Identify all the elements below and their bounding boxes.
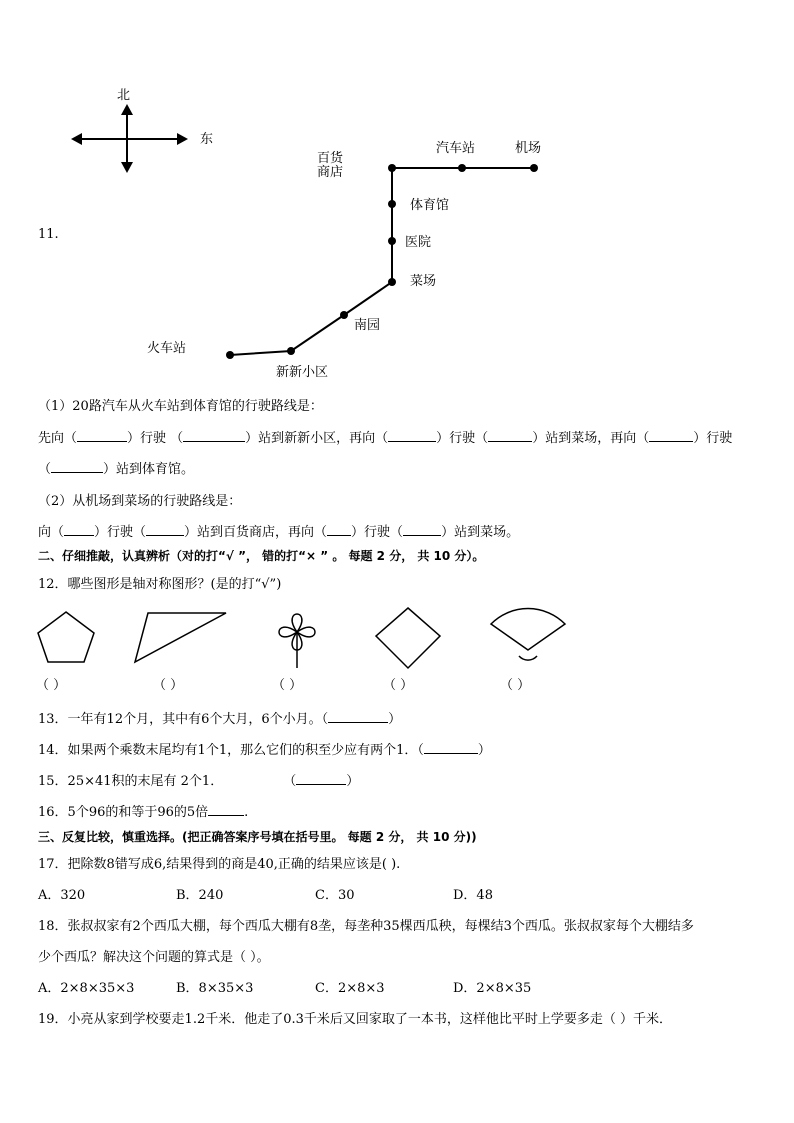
label-gym: 体育馆 (410, 198, 450, 213)
q11-sub2-line: 向（ ）行驶（ ）站到百货商店，再向（ ）行驶（ ）站到菜场。 (38, 525, 520, 540)
q12-shapes (0, 600, 794, 675)
q12-answer-paren[interactable]: （ ） (500, 678, 531, 693)
compass-north-label: 北 (117, 88, 131, 103)
q11-sub1-line2: （ ）站到体育馆。 (38, 462, 195, 477)
q18-option-a[interactable]: A．2×8×35×3 (38, 981, 135, 996)
label-hospital: 医院 (405, 235, 432, 250)
answer-blank[interactable] (327, 523, 351, 536)
question-18-line2: 少个西瓜？解决这个问题的算式是（ ）。 (38, 950, 270, 965)
diamond-shape (376, 608, 440, 668)
answer-blank[interactable] (146, 523, 184, 536)
question-14: 14．如果两个乘数末尾均有1个1，那么它们的积至少应有两个1．（ ） (38, 743, 491, 758)
stop-gym (388, 200, 396, 208)
question-17-text: 17．把除数8错写成6,结果得到的商是40,正确的结果应该是( ). (38, 857, 401, 872)
answer-blank[interactable] (296, 772, 346, 785)
stop-bus-station (458, 164, 466, 172)
stop-hospital (388, 237, 396, 245)
compass-icon (71, 104, 188, 173)
stop-xinxin (287, 347, 295, 355)
q18-option-c[interactable]: C．2×8×3 (315, 981, 385, 996)
label-xinxin: 新新小区 (276, 365, 329, 380)
label-airport: 机场 (515, 141, 542, 156)
fan-shape (491, 609, 565, 661)
q12-answer-paren[interactable]: （ ） (36, 678, 67, 693)
stop-department-store (388, 164, 396, 172)
question-19-text: 19．小亮从家到学校要走1.2千米．他走了0.3千米后又回家取了一本书，这样他比平时上学要多走（ ）千米． (38, 1012, 673, 1027)
q18-option-d[interactable]: D．2×8×35 (453, 981, 532, 996)
q12-answer-paren[interactable]: （ ） (272, 678, 303, 693)
q11-sub1-line1: 先向（ ）行驶 （ ）站到新新小区，再向（ ）行驶（ ）站到菜场，再向（ ）行驶 (38, 431, 733, 446)
q12-answer-paren[interactable]: （ ） (383, 678, 414, 693)
answer-blank[interactable] (51, 460, 103, 473)
answer-blank[interactable] (388, 429, 436, 442)
answer-blank[interactable] (208, 803, 244, 816)
answer-blank[interactable] (488, 429, 532, 442)
stop-nanyuan (340, 311, 348, 319)
answer-blank[interactable] (403, 523, 441, 536)
answer-blank[interactable] (649, 429, 693, 442)
label-market: 菜场 (410, 274, 437, 289)
triangle-shape (135, 613, 226, 662)
q11-sub1-prompt: （1）20路汽车从火车站到体育馆的行驶路线是： (38, 399, 323, 414)
pentagon-shape (38, 612, 94, 662)
label-department-store-1: 百货 (317, 151, 344, 166)
question-number-11: 11. (38, 227, 59, 242)
label-train-station: 火车站 (147, 341, 187, 356)
question-13: 13．一年有12个月，其中有6个大月，6个小月。（ ） (38, 712, 402, 727)
answer-blank[interactable] (424, 741, 478, 754)
stop-airport (530, 164, 538, 172)
compass-east-label: 东 (200, 132, 214, 147)
q17-option-c[interactable]: C．30 (315, 888, 355, 903)
bus-route-line (230, 168, 534, 355)
stop-train-station (226, 351, 234, 359)
route-map (0, 0, 794, 390)
stop-market (388, 278, 396, 286)
flower-shape (279, 614, 315, 668)
label-nanyuan: 南园 (354, 318, 381, 333)
route-stops (226, 164, 538, 359)
q18-option-b[interactable]: B．8×35×3 (176, 981, 254, 996)
question-16: 16．5个96的和等于96的5倍 . (38, 805, 249, 820)
q12-answer-paren[interactable]: （ ） (153, 678, 184, 693)
q17-option-a[interactable]: A．320 (38, 888, 86, 903)
question-12-text: 12．哪些图形是轴对称图形？(是的打“√”) (38, 577, 282, 592)
answer-blank[interactable] (183, 429, 245, 442)
question-18-line1: 18．张叔叔家有2个西瓜大棚，每个西瓜大棚有8垄，每垄种35棵西瓜秧，每棵结3个西瓜。张叔叔家每个大棚结多 (38, 919, 694, 934)
section-3-heading: 三、反复比较，慎重选择。(把正确答案序号填在括号里。 每题 2 分， 共 10 分)) (38, 830, 477, 844)
answer-blank[interactable] (64, 523, 94, 536)
label-bus-station: 汽车站 (436, 141, 476, 156)
q17-option-b[interactable]: B．240 (176, 888, 224, 903)
label-department-store-2: 商店 (317, 165, 344, 180)
q17-option-d[interactable]: D．48 (453, 888, 493, 903)
question-15: 15．25×41积的末尾有 2个1． （ ） (38, 774, 360, 789)
section-2-heading: 二、仔细推敲，认真辨析（对的打“√ ”， 错的打“× ” 。 每题 2 分， 共 10 分）。 (38, 549, 485, 563)
q11-sub2-prompt: （2）从机场到菜场的行驶路线是： (38, 494, 242, 509)
answer-blank[interactable] (77, 429, 127, 442)
answer-blank[interactable] (328, 710, 388, 723)
